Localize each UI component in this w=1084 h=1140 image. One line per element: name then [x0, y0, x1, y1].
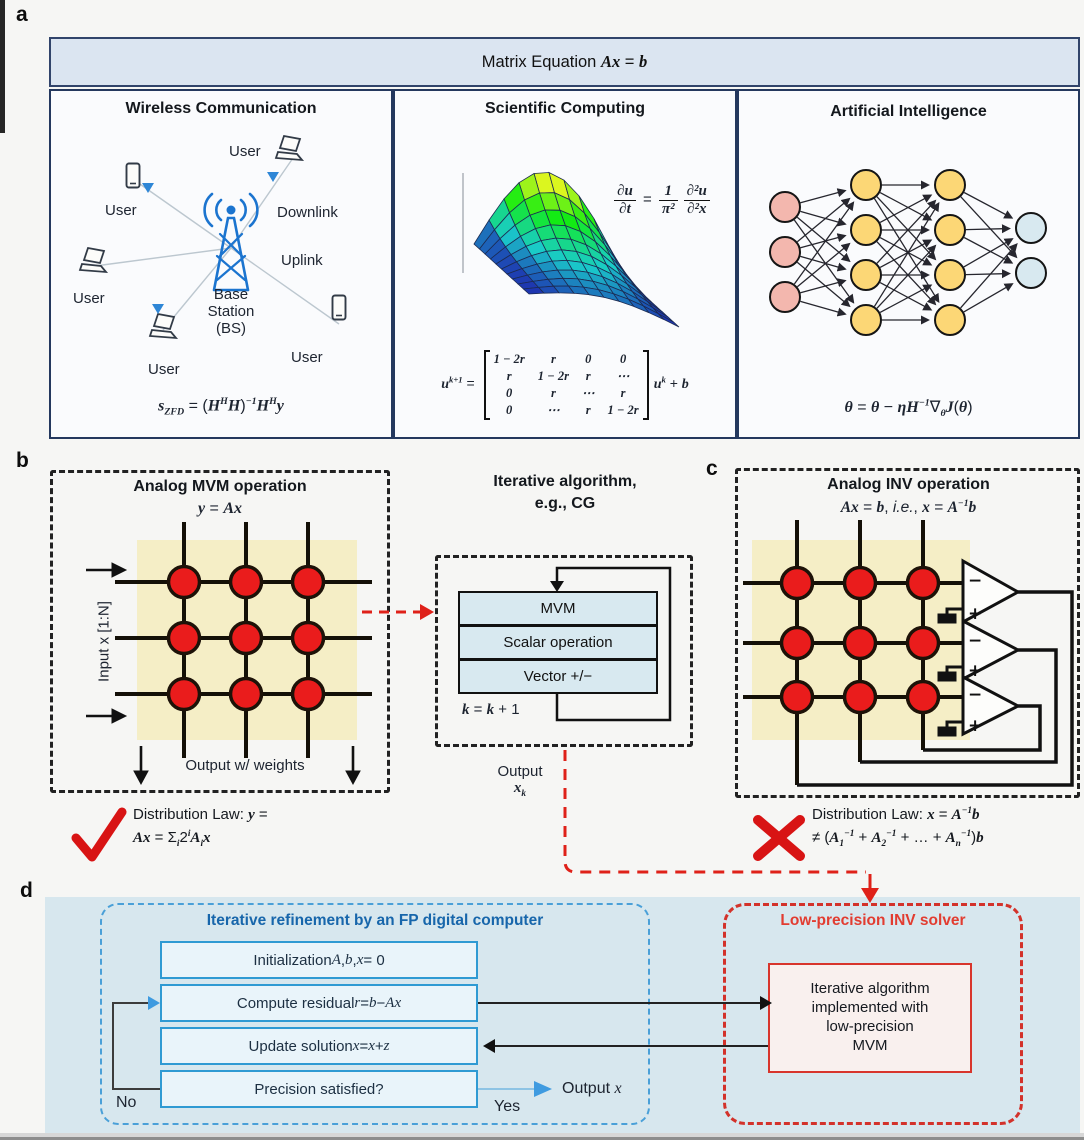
algo-title-line1: Iterative algorithm,	[493, 473, 637, 490]
neural-network	[745, 150, 1075, 380]
newton-update-formula: $\theta = \theta - \eta H^{-1}\nabla_\theta J(\theta)$	[844, 397, 973, 420]
solver-title: Low-precision INV solver	[780, 912, 966, 929]
algo-step-mvm: MVM	[458, 591, 658, 626]
output-axis-label: Output w/ weights	[185, 757, 305, 774]
memristor-cells	[169, 567, 324, 710]
phone-icon	[127, 164, 140, 188]
no-label: No	[116, 1094, 137, 1111]
phone-icon	[333, 296, 346, 320]
base-station-icon	[205, 194, 258, 290]
cross-icon	[758, 820, 800, 856]
user-label: User	[73, 290, 105, 307]
user-label: User	[229, 143, 261, 160]
mvm-title: Analog MVM operation	[133, 478, 307, 495]
mvm-subtitle: y = Ax	[197, 500, 242, 517]
mvm-law-line1: Distribution Law: y =	[133, 806, 268, 823]
wireless-title: Wireless Communication	[125, 100, 317, 117]
laptop-icon	[276, 136, 302, 160]
k-update-label: k = k + 1	[462, 701, 520, 718]
flow-step-precision: Precision satisfied?	[160, 1070, 478, 1108]
output-x-label: Output x	[562, 1080, 622, 1097]
zf-detection-formula: $s_{ZFD} = (H^HH)^{-1}H^Hy$	[158, 396, 284, 418]
panel-label-d: d	[20, 879, 33, 902]
surface-plot	[398, 140, 698, 352]
svg-text:+: +	[968, 604, 983, 624]
algo-output-label: Output $x_k$	[497, 763, 543, 799]
svg-text:+: +	[968, 661, 983, 681]
svg-text:−: −	[968, 631, 983, 651]
inv-law-line1: Distribution Law: $x = A^{-1}b$	[812, 806, 980, 823]
crossbar-array-c	[735, 510, 1080, 795]
algo-step-vector: Vector +/−	[458, 659, 658, 694]
nn-edges	[794, 185, 1016, 320]
inv-title: Analog INV operation	[827, 476, 990, 493]
panel-label-a: a	[16, 3, 28, 26]
base-station-label: Base Station (BS)	[207, 286, 255, 337]
flow-step-update: Update solution x = x + z	[160, 1027, 478, 1065]
laptop-icon	[80, 248, 106, 272]
mvm-law-line2: $Ax = \Sigma_i2^iA_ix$	[133, 829, 211, 849]
flow-step-initialization: Initialization A , b , x = 0	[160, 941, 478, 979]
refinement-title: Iterative refinement by an FP digital computer	[206, 912, 544, 929]
flow-step-residual: Compute residual r = b − Ax	[160, 984, 478, 1022]
svg-text:+: +	[968, 716, 983, 736]
scientific-title: Scientific Computing	[485, 100, 645, 117]
yes-label: Yes	[494, 1098, 521, 1115]
laptop-icon	[150, 314, 176, 338]
matrix-equation-header	[49, 37, 1080, 87]
panel-label-b: b	[16, 449, 29, 472]
downlink-label: Downlink	[277, 204, 338, 221]
left-edge-artifact	[0, 0, 5, 133]
inv-law-line2: ≠ ($A_1^{-1} + A_2^{-1}$ + … + $A_n^{-1})b$	[812, 829, 984, 849]
ai-title: Artificial Intelligence	[830, 103, 987, 120]
header-title: Matrix Equation Ax = b	[481, 52, 648, 71]
svg-text:−: −	[968, 571, 983, 591]
input-axis-label: Input x [1:N]	[95, 601, 113, 682]
user-label: User	[148, 361, 180, 378]
user-label: User	[291, 349, 323, 366]
wireless-scene	[49, 130, 393, 394]
solver-inner-box: Iterative algorithm implemented with low-precision MVM	[768, 963, 972, 1073]
inv-subtitle: Ax = b, i.e., $x = A^{-1}b$	[840, 498, 977, 517]
update-matrix-formula: $u^{k+1}$ = 1 − 2r r 0 0 r 1 − 2r r ⋯ 0 r ⋯ r 0 ⋯ r 1 − 2r $u^k + b$	[398, 350, 732, 420]
check-icon	[76, 812, 122, 857]
algo-step-scalar: Scalar operation	[458, 625, 658, 660]
user-label: User	[105, 202, 137, 219]
uplink-label: Uplink	[281, 252, 323, 269]
panel-label-c: c	[706, 457, 718, 480]
svg-text:−: −	[968, 685, 983, 705]
pde-formula: $\frac{\partial u}{\partial t}$ = $\frac{1}{\text{π²}}$ $\frac{\text{∂²u}}{\text{∂²x}}$	[587, 183, 737, 219]
algo-title-line2: e.g., CG	[534, 495, 596, 512]
memristor-cells	[782, 568, 939, 713]
